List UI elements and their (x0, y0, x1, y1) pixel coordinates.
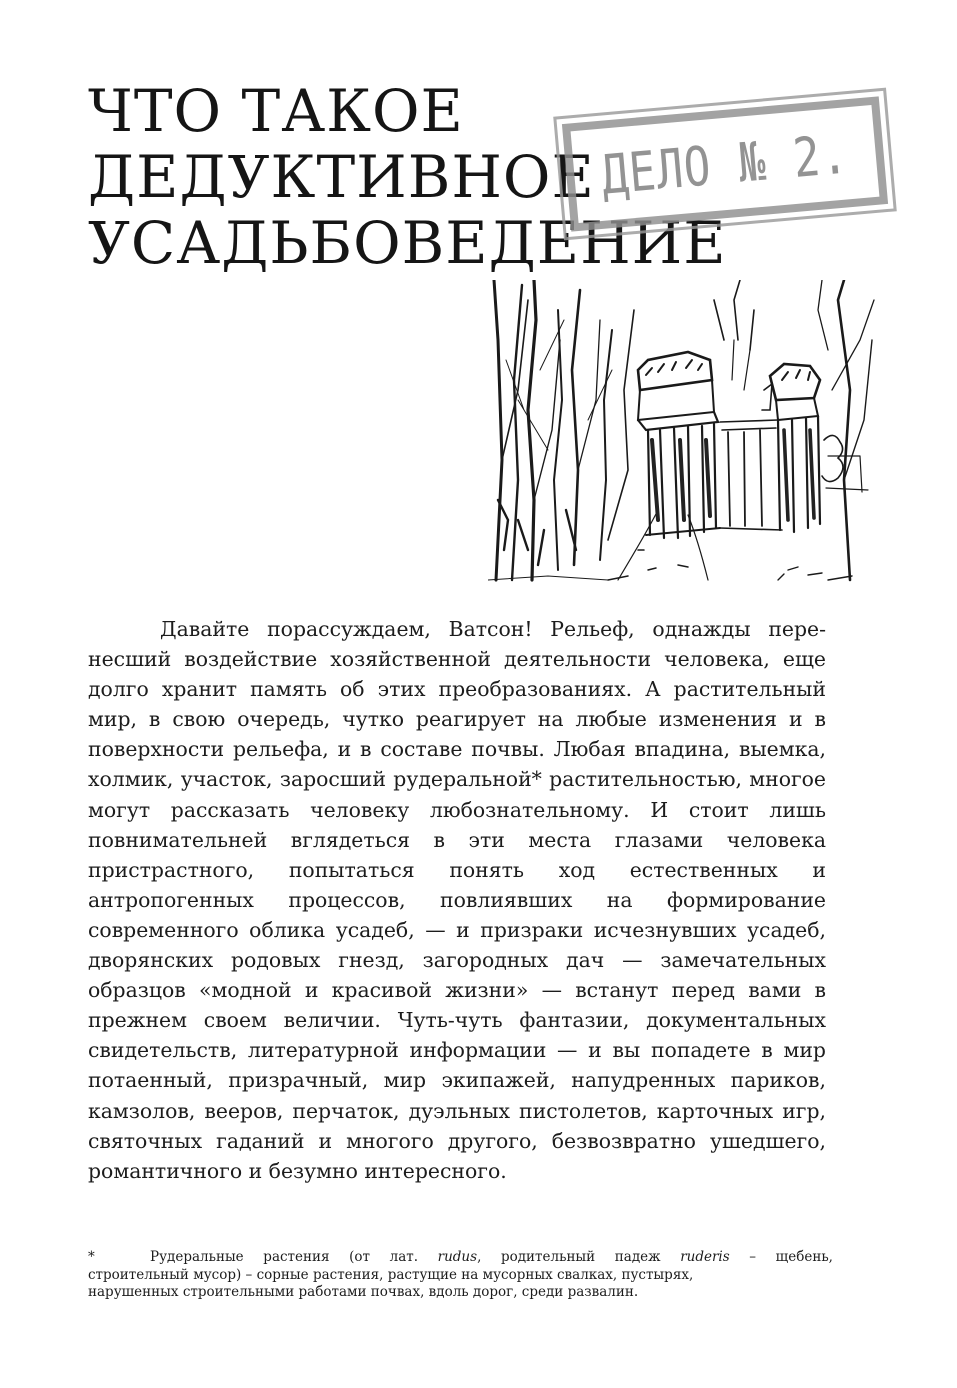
footnote (88, 1249, 833, 1302)
footnote-marker: * (88, 1249, 95, 1265)
title-line-3: УСАДЬБОВЕДЕНИЕ (88, 209, 727, 277)
footnote-text-start: Рудеральные растения (от лат. (150, 1249, 419, 1265)
title-line-1: ЧТО ТАКОЕ (88, 77, 464, 145)
footnote-text-middle: , родительный падеж (477, 1249, 661, 1265)
footnote-latin-rudus: rudus (437, 1249, 478, 1265)
footnote-line-1 (88, 1249, 833, 1267)
body-paragraph: Давайте порассуждаем, Ватсон! Рельеф, однажды перенесший воздействие хозяйственной деятельности человека, еще долго хранит память об этих преобразованиях. А растительный мир, в свою очередь, чутко реагирует на любые изменения и в поверхности рельефа, и в составе почвы. Любая впадина, выемка, холмик, участок, заросший рудеральной* растительностью, многое могут рассказать человеку любознательному. И стоит лишь повнимательней вглядеться в эти места глазами человека пристрастного, попытаться понять ход естественных и антропогенных процессов, повлиявших на формирование современного облика усадеб, — и призраки исчезнувших усадеб, дворянских родовых гнезд, загородных дач — замечательных образцов «модной и красивой жизни» — встанут перед вами в прежнем своем величии. Чуть-чуть фантазии, документальных свидетельств, литературной информации — и вы попадете в мир потаенный, призрачный, мир экипажей, напудренных париков, камзолов, вееров, перчаток, дуэльных пистолетов, карточных игр, святочных гаданий и многого другого, безвозвратно ушедшего, романтичного и безумно интересного. (88, 617, 826, 1183)
footnote-line-2: строительный мусор) – сорные растения, растущие на мусорных свалках, пустырях, (88, 1266, 694, 1283)
case-stamp-text: ДЕЛО № 2. (599, 121, 851, 207)
ruined-rotunda-sketch-icon (488, 280, 878, 585)
footnote-line-3: нарушенных строительными работами почвах, вдоль дорог, среди развалин. (88, 1284, 639, 1301)
footnote-latin-ruderis: ruderis (680, 1249, 730, 1265)
title-line-2: ДЕДУКТИВНОЕ (88, 143, 595, 211)
footnote-text-end: – щебень, (729, 1249, 833, 1265)
